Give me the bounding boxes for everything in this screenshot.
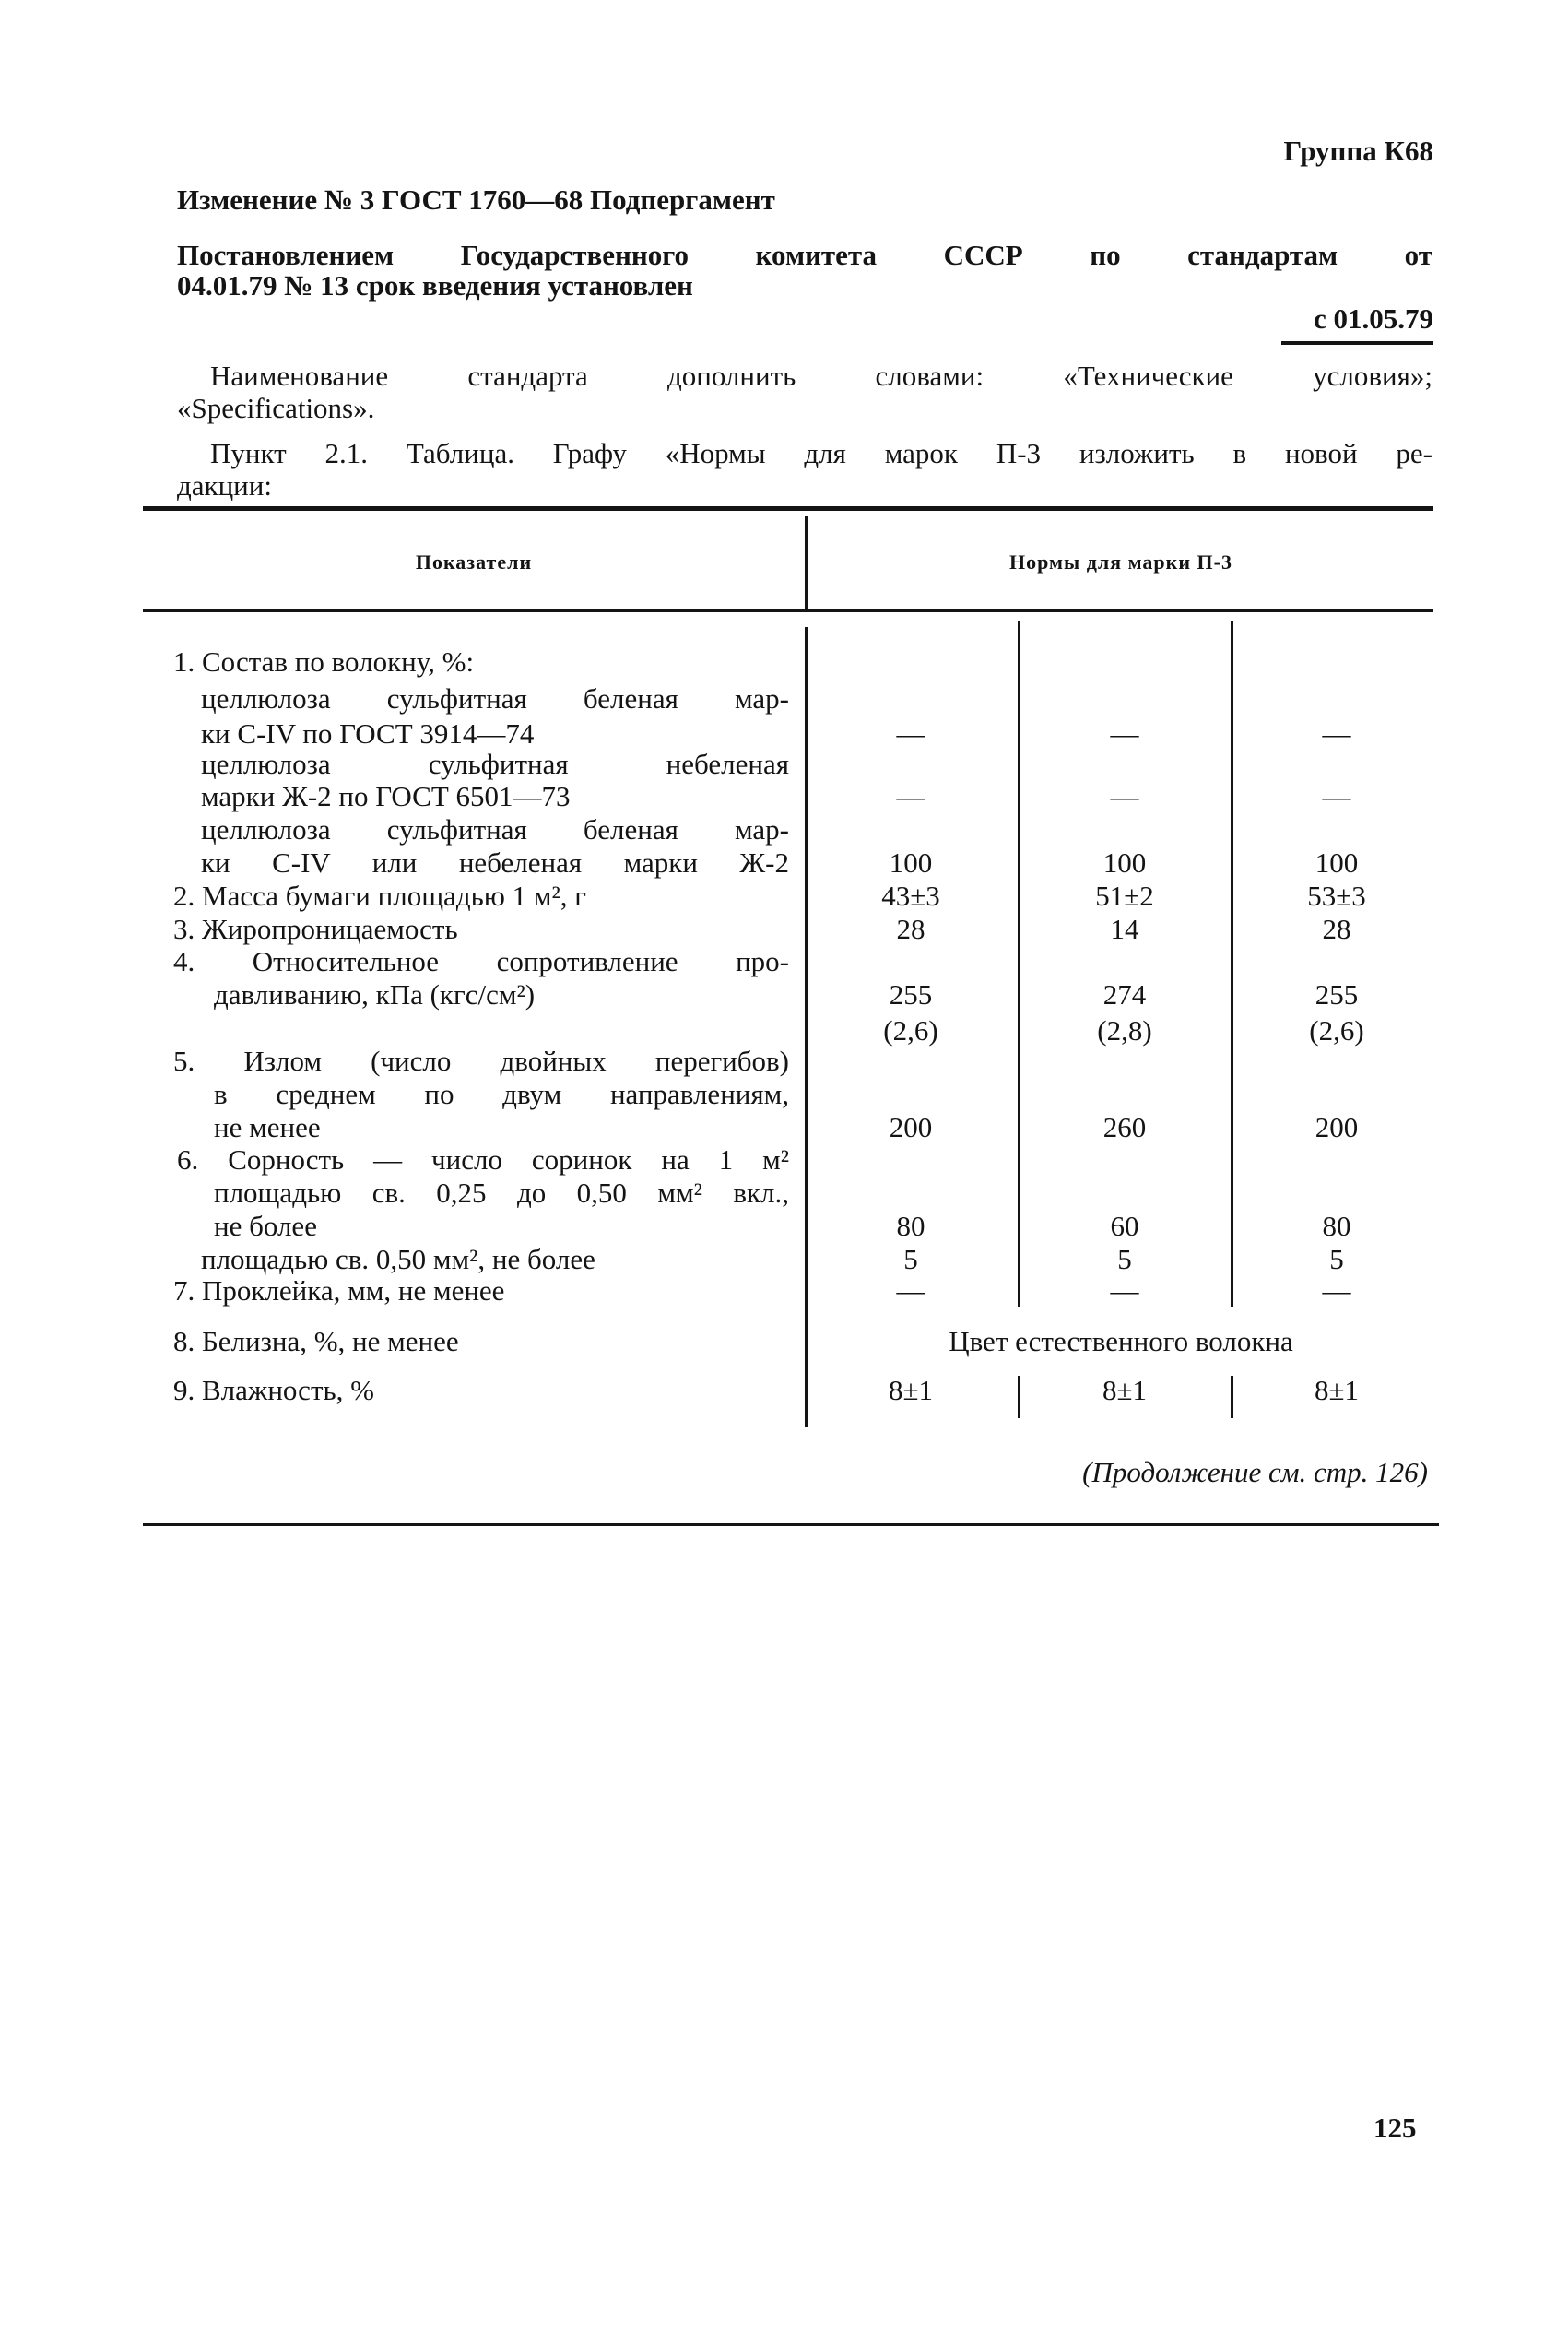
row-label: 9. Влажность, % <box>173 1374 374 1406</box>
row-label: 4. Относительное сопротивление про- <box>173 945 789 977</box>
row-label: 2. Масса бумаги площадью 1 м², г <box>173 880 587 912</box>
row-value: 8±1 <box>888 1374 933 1406</box>
row-value: 53±3 <box>1307 880 1366 912</box>
page-number: 125 <box>1373 2112 1417 2144</box>
row-value: 28 <box>896 913 925 945</box>
row-label: ки C-IV по ГОСТ 3914—74 <box>201 717 535 750</box>
row-value: (2,6) <box>1309 1014 1364 1047</box>
row-value: 255 <box>1315 978 1359 1011</box>
paragraph-2-line-1: Пункт 2.1. Таблица. Графу «Нормы для марок П-3 изложить в новой ре- <box>210 437 1432 469</box>
row-label: 3. Жиропроницаемость <box>173 913 458 945</box>
decree-line-2: 04.01.79 № 13 срок введения установлен <box>177 269 693 302</box>
row-label: 5. Излом (число двойных перегибов) <box>173 1045 789 1077</box>
row-value: 80 <box>896 1210 925 1242</box>
row-label: давливанию, кПа (кгс/см²) <box>214 978 536 1011</box>
row-label: площадью св. 0,25 до 0,50 мм² вкл., <box>214 1177 789 1209</box>
row-value: 274 <box>1102 978 1147 1011</box>
row-value: 100 <box>1102 846 1147 879</box>
document-title: Изменение № 3 ГОСТ 1760—68 Подпергамент <box>177 183 775 216</box>
row-label: 8. Белизна, %, не менее <box>173 1325 459 1357</box>
row-value: 260 <box>1102 1111 1147 1143</box>
row-label: целлюлоза сульфитная беленая мар- <box>201 813 789 846</box>
row-value: — <box>1322 1274 1351 1307</box>
column-divider-2 <box>1231 621 1233 1307</box>
row-label: в среднем по двум направлениям, <box>214 1078 789 1110</box>
row-label: 7. Проклейка, мм, не менее <box>173 1274 505 1307</box>
paragraph-1-line-2: «Specifications». <box>177 392 375 424</box>
row-label: марки Ж-2 по ГОСТ 6501—73 <box>201 780 571 812</box>
row-value: 60 <box>1110 1210 1139 1242</box>
group-code: Группа К68 <box>1283 135 1433 167</box>
row-value: 28 <box>1322 913 1351 945</box>
row-label: 6. Сорность — число соринок на 1 м² <box>177 1143 789 1176</box>
row-value: 51±2 <box>1095 880 1154 912</box>
table-top-rule <box>143 506 1433 511</box>
row-value: 43±3 <box>881 880 940 912</box>
row-label: целлюлоза сульфитная беленая мар- <box>201 682 789 715</box>
row-value: — <box>896 717 925 750</box>
row-label: ки C-IV или небеленая марки Ж-2 <box>201 846 789 879</box>
row-label: не более <box>214 1210 317 1242</box>
row-value: — <box>896 1274 925 1307</box>
row-value: — <box>1322 717 1351 750</box>
row-value: — <box>896 780 925 812</box>
row-value: — <box>1110 780 1139 812</box>
row-value: 200 <box>889 1111 933 1143</box>
row-label: целлюлоза сульфитная небеленая <box>201 748 789 780</box>
effective-date: с 01.05.79 <box>1313 302 1433 335</box>
row-value: 14 <box>1110 913 1139 945</box>
row-value: 5 <box>1329 1243 1344 1275</box>
row-value: — <box>1110 1274 1139 1307</box>
merged-value: Цвет естественного волокна <box>949 1325 1293 1357</box>
paragraph-1-line-1: Наименование стандарта дополнить словами: «Технические условия»; <box>210 360 1432 392</box>
row-value: 8±1 <box>1314 1374 1359 1406</box>
column-divider-2-row9 <box>1231 1376 1233 1418</box>
paragraph-2-line-2: дакции: <box>177 469 272 502</box>
row-value: 8±1 <box>1102 1374 1147 1406</box>
row-value: 200 <box>1315 1111 1359 1143</box>
row-value: 80 <box>1322 1210 1351 1242</box>
row-value: 5 <box>903 1243 918 1275</box>
column-divider-1 <box>1018 621 1020 1307</box>
header-bottom-rule <box>143 609 1433 612</box>
row-value: — <box>1322 780 1351 812</box>
bottom-rule <box>143 1523 1439 1526</box>
header-norms: Нормы для марки П-3 <box>1009 550 1232 574</box>
date-underline <box>1281 341 1433 345</box>
row-label: не менее <box>214 1111 321 1143</box>
decree-line-1: Постановлением Государственного комитета СССР по стандартам от <box>177 239 1432 271</box>
row-value: 100 <box>1315 846 1359 879</box>
row-value: 5 <box>1117 1243 1132 1275</box>
row-value: — <box>1110 717 1139 750</box>
row-value: 100 <box>889 846 933 879</box>
continuation-note: (Продолжение см. стр. 126) <box>1082 1456 1428 1488</box>
table-main-divider <box>805 627 808 1427</box>
row-label: площадью св. 0,50 мм², не более <box>201 1243 595 1275</box>
header-indicators: Показатели <box>415 550 533 574</box>
column-divider-1-row9 <box>1018 1376 1020 1418</box>
row-value: (2,8) <box>1097 1014 1152 1047</box>
row-label: 1. Состав по волокну, %: <box>173 645 475 678</box>
row-value: (2,6) <box>883 1014 938 1047</box>
row-value: 255 <box>889 978 933 1011</box>
